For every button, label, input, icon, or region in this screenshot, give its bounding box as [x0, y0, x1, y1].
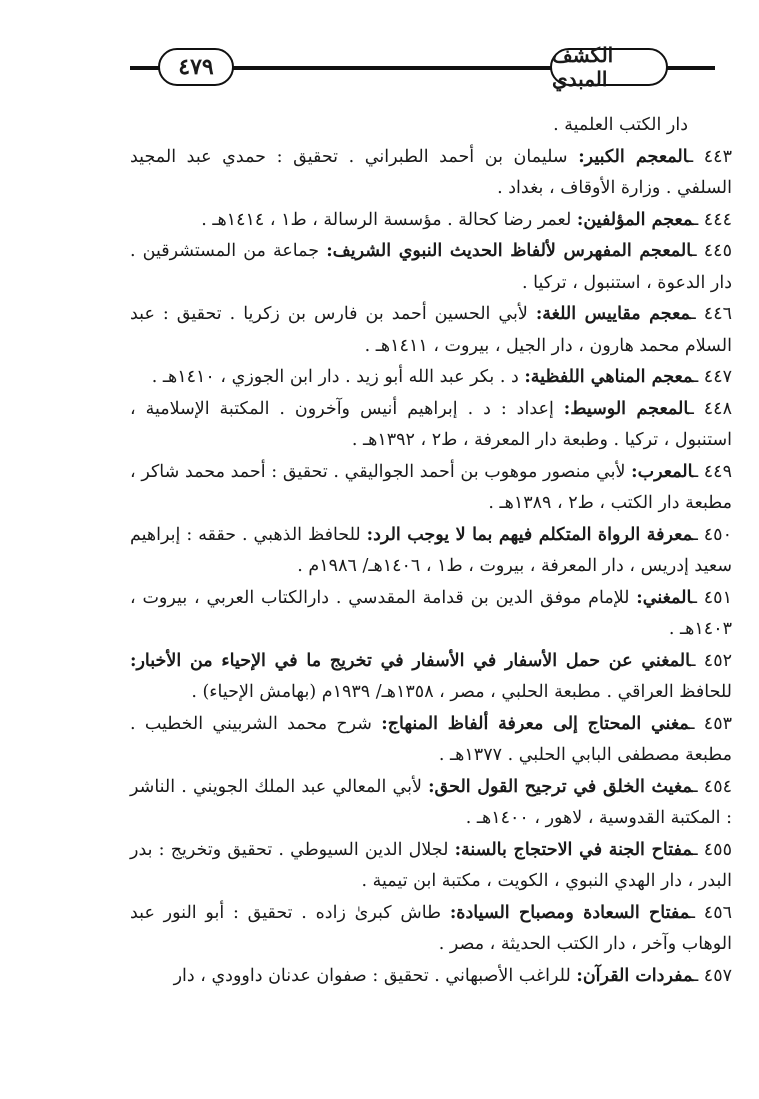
- entry-number: ٤٤٣ ـ: [688, 146, 732, 167]
- entry-title: معجم المناهي اللفظية:: [524, 367, 694, 387]
- bibliography-list: [130, 110, 732, 992]
- running-header: [0, 36, 759, 96]
- entry-text: لأبي المعالي عبد الملك الجويني . الناشر : المكتبة القدوسية ، لاهور ، ١٤٠٠هـ .: [130, 776, 732, 828]
- entry-title: معجم مقاييس اللغة:: [535, 304, 691, 324]
- header-rule: [232, 66, 552, 70]
- entry-text: للإمام موفق الدين بن قدامة المقدسي . دارالكتاب العربي ، بيروت ، ١٤٠٣هـ .: [130, 587, 732, 639]
- entry-number: ٤٤٧ ـ: [693, 367, 732, 387]
- entry-title: مفتاح الجنة في الاحتجاج بالسنة:: [454, 839, 693, 860]
- entry-text: للحافظ الذهبي . حققه : إبراهيم سعيد إدريس ، دار المعرفة ، بيروت ، ط١ ، ١٤٠٦هـ/ ١٩٨٦م .: [130, 524, 732, 576]
- entry-number: ٤٤٩ ـ: [692, 461, 732, 482]
- entry-number: ٤٥٥ ـ: [692, 839, 732, 860]
- entry-text: لأبي منصور موهوب بن أحمد الجواليقي . تحقيق : أحمد محمد شاكر ، مطبعة دار الكتب ، ط٢ ، ١٣٨٩هـ .: [130, 461, 732, 513]
- bibliography-entry: [130, 520, 732, 583]
- entry-number: ٤٥٤ ـ: [692, 776, 732, 797]
- entry-title: مفردات القرآن:: [576, 965, 694, 986]
- entry-number: ٤٥٠ ـ: [692, 524, 732, 545]
- header-rule: [665, 66, 715, 70]
- bibliography-entry: [130, 394, 732, 457]
- bibliography-entry: [130, 646, 732, 709]
- bibliography-entry: [130, 457, 732, 520]
- bibliography-entry: [130, 709, 732, 772]
- entry-text: طاش كبرىٰ زاده . تحقيق : أبو النور عبد الوهاب وآخر ، دار الكتب الحديثة ، مصر .: [130, 902, 732, 954]
- continued-line: دار الكتب العلمية .: [553, 115, 688, 135]
- bibliography-entry: [130, 236, 732, 299]
- entry-title: المغني:: [636, 587, 692, 608]
- entry-title: المعرب:: [631, 461, 693, 482]
- entry-text: شرح محمد الشربيني الخطيب . مطبعة مصطفى البابي الحلبي . ١٣٧٧هـ .: [130, 713, 732, 765]
- entry-title: مغيث الخلق في ترجيح القول الحق:: [428, 776, 693, 797]
- entry-number: ٤٤٤ ـ: [693, 209, 732, 230]
- entry-title: معجم المؤلفين:: [576, 209, 694, 230]
- entry-number: ٤٥٣ ـ: [689, 713, 732, 734]
- entry-title: المعجم الوسيط:: [563, 398, 689, 419]
- entry-number: ٤٥٧ ـ: [693, 965, 732, 986]
- header-rule: [130, 66, 160, 70]
- entry-text: لعمر رضا كحالة . مؤسسة الرسالة ، ط١ ، ١٤١٤هـ .: [201, 209, 572, 230]
- entry-text: د . بكر عبد الله أبو زيد . دار ابن الجوزي ، ١٤١٠هـ .: [151, 367, 519, 387]
- bibliography-entry: [130, 362, 732, 394]
- bibliography-entry: [130, 898, 732, 961]
- entry-number: ٤٥٢ ـ: [690, 650, 732, 671]
- entry-text: للراغب الأصبهاني . تحقيق : صفوان عدنان داوودي ، دار: [173, 965, 571, 986]
- bibliography-entry: [130, 772, 732, 835]
- entry-text: سليمان بن أحمد الطبراني . تحقيق : حمدي عبد المجيد السلفي . وزارة الأوقاف ، بغداد .: [130, 146, 732, 198]
- bibliography-entry: [130, 961, 732, 993]
- entry-text: للحافظ العراقي . مطبعة الحلبي ، مصر ، ١٣٥٨هـ/ ١٩٣٩م (بهامش الإحياء) .: [191, 682, 732, 702]
- entry-number: ٤٥١ ـ: [691, 587, 732, 608]
- entry-number: ٤٤٦ ـ: [690, 304, 732, 324]
- entry-text: لجلال الدين السيوطي . تحقيق وتخريج : بدر البدر ، دار الهدي النبوي ، الكويت ، مكتبة ابن تيمية .: [130, 839, 732, 891]
- bibliography-entry: [130, 205, 732, 237]
- page-number: ٤٧٩: [158, 48, 234, 86]
- entry-title: مفتاح السعادة ومصباح السيادة:: [449, 902, 690, 923]
- entry-title: المعجم الكبير:: [578, 146, 689, 167]
- entry-number: ٤٤٨ ـ: [688, 398, 732, 419]
- entry-title: مغني المحتاج إلى معرفة ألفاظ المنهاج:: [381, 713, 690, 734]
- bibliography-entry: [130, 299, 732, 362]
- entry-number: ٤٥٦ ـ: [689, 902, 732, 923]
- entry-number: ٤٤٥ ـ: [691, 241, 732, 261]
- entry-text: إعداد : د . إبراهيم أنيس وآخرون . المكتبة الإسلامية ، استنبول ، تركيا . وطبعة دار المعرفة ، ط٢ ، ١٣٩٢هـ .: [130, 398, 732, 450]
- entry-text: لأبي الحسين أحمد بن فارس بن زكريا . تحقيق : عبد السلام محمد هارون ، دار الجيل ، بيروت ، ١٤١١هـ .: [130, 304, 732, 356]
- entry-text: جماعة من المستشرقين . دار الدعوة ، استنبول ، تركيا .: [130, 241, 732, 293]
- bibliography-entry: [130, 583, 732, 646]
- entry-title: المعجم المفهرس لألفاظ الحديث النبوي الشريف:: [326, 241, 692, 261]
- entry-title: المغني عن حمل الأسفار في الأسفار في تخريج ما في الإحياء من الأخبار:: [130, 650, 691, 671]
- bibliography-entry: [130, 142, 732, 205]
- bibliography-entry: [130, 835, 732, 898]
- running-title: الكشف المبدي: [550, 48, 668, 86]
- entry-title: معرفة الرواة المتكلم فيهم بما لا يوجب الرد:: [366, 524, 693, 545]
